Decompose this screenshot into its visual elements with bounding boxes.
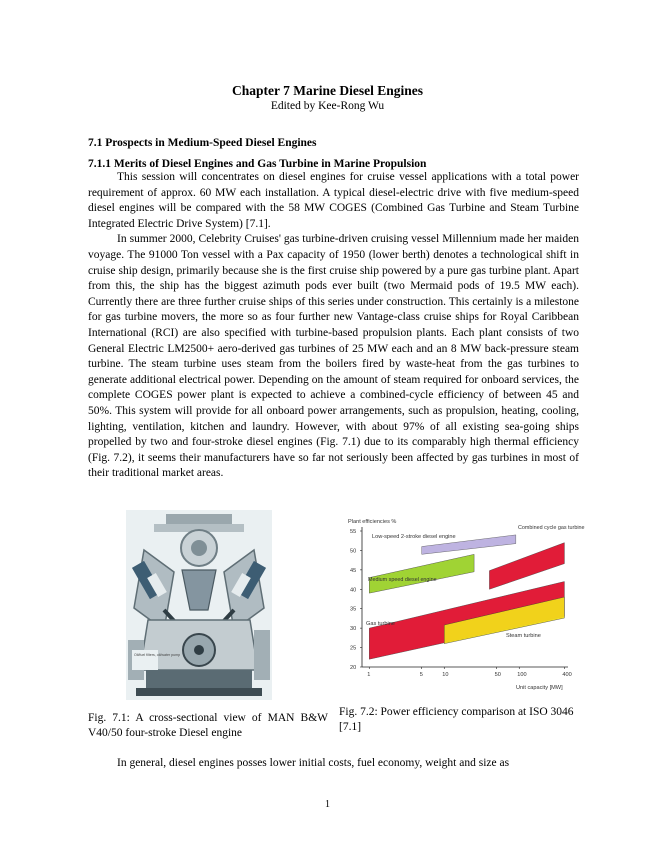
series-area (489, 543, 564, 590)
series-label: Low-speed 2-stroke diesel engine (372, 534, 456, 540)
series-area (369, 554, 474, 593)
y-tick-label: 55 (350, 529, 357, 535)
body-text (88, 170, 579, 482)
section-heading: 7.1 Prospects in Medium-Speed Diesel Engines (88, 137, 317, 149)
y-tick-label: 45 (350, 567, 357, 574)
y-tick-label: 25 (350, 645, 357, 652)
paragraph: In summer 2000, Celebrity Cruises' gas turbine-driven cruising vessel Millennium made her maiden voyage. The 91000 Ton vessel with a Pax capacity of 1950 (lower berth) denotes a technological shift in cruise ship design, primarily because she is the first cruise ship powered by a pure gas turbine plant. Apart from this, the ship has the biggest azimuth pods ever built (two Mermaid pods of 19.5 MW each). Currently there are three further cruise ships of this series under construction. This certainly is a milestone for gas turbine movers, the more so as four further new Vantage-class cruise ships for Royal Caribbean International (RCI) are also specified with turbine-based propulsion plants. Each plant consists of two General Electric LM2500+ aero-derived gas turbines of 25 MW each and an 8 MW back-pressure steam turbine. The steam turbine uses steam from the boilers fired by waste-heat from the gas turbines to generate additional electrical power. Depending on the amount of steam required for onboard services, the complete COGES power plant is expected to achieve a combined-cycle efficiency of between 45 and 50%. This system will provide for all onboard power arrangements, such as propulsion, heating, cooling, lighting, ventilation, kitchen and laundry. However, with about 97% of all existing sea-going ships propelled by two and four-stroke diesel engines (Fig. 7.1) due to its comparably high thermal efficiency (Fig. 7.2), it seems their manufacturers have so far not seriously been affected by gas turbines in most of their traditional market areas. (88, 233, 579, 480)
x-tick-label: 50 (494, 672, 501, 678)
paragraph: In general, diesel engines posses lower initial costs, fuel economy, weight and size as (117, 757, 510, 769)
figure-2-caption: Fig. 7.2: Power efficiency comparison at ISO 3046 [7.1] (339, 706, 574, 733)
figure-1-caption: Fig. 7.1: A cross-sectional view of MAN B&W V40/50 four-stroke Diesel engine (88, 712, 328, 739)
series-label: Steam turbine (506, 633, 541, 639)
series-label: Medium speed diesel engine (368, 577, 437, 583)
engine-illustration (126, 510, 272, 700)
x-axis-title: Unit capacity [MW] (516, 685, 563, 691)
y-tick-label: 20 (350, 665, 357, 671)
y-tick-label: 50 (350, 548, 357, 555)
figure-inset-label: Oil/fuel filters, oil/water pump (134, 653, 181, 657)
engine-cross-section-figure (126, 510, 272, 700)
paragraph: This session will concentrates on diesel engines for cruise vessel applications with a total power requirement of approx. 60 MW each installation. A typical diesel-electric drive with five medium-speed diesel engines will be compared with the 58 MW COGES (Combined Gas Turbine and Steam Turbine Integrated Electric Drive System) [7.1]. (88, 171, 579, 230)
chapter-editor: Edited by Kee-Rong Wu (270, 100, 385, 112)
y-axis-title: Plant efficiencies % (348, 519, 397, 525)
efficiency-chart-svg (338, 517, 585, 697)
efficiency-chart (338, 517, 585, 697)
subsection-heading: 7.1.1 Merits of Diesel Engines and Gas Turbine in Marine Propulsion (88, 158, 427, 170)
page-number: 1 (325, 799, 330, 810)
series-label: Gas turbine (366, 621, 395, 627)
chapter-title: Chapter 7 Marine Diesel Engines (232, 83, 423, 98)
y-tick-label: 35 (350, 606, 357, 613)
x-tick-label: 5 (419, 672, 423, 678)
y-tick-label: 40 (350, 587, 357, 594)
series-label: Combined cycle gas turbine (518, 525, 585, 531)
x-tick-label: 400 (562, 672, 572, 678)
y-tick-label: 30 (350, 626, 357, 633)
x-tick-label: 10 (442, 672, 449, 678)
x-tick-label: 100 (517, 672, 527, 678)
x-tick-label: 1 (367, 672, 371, 678)
